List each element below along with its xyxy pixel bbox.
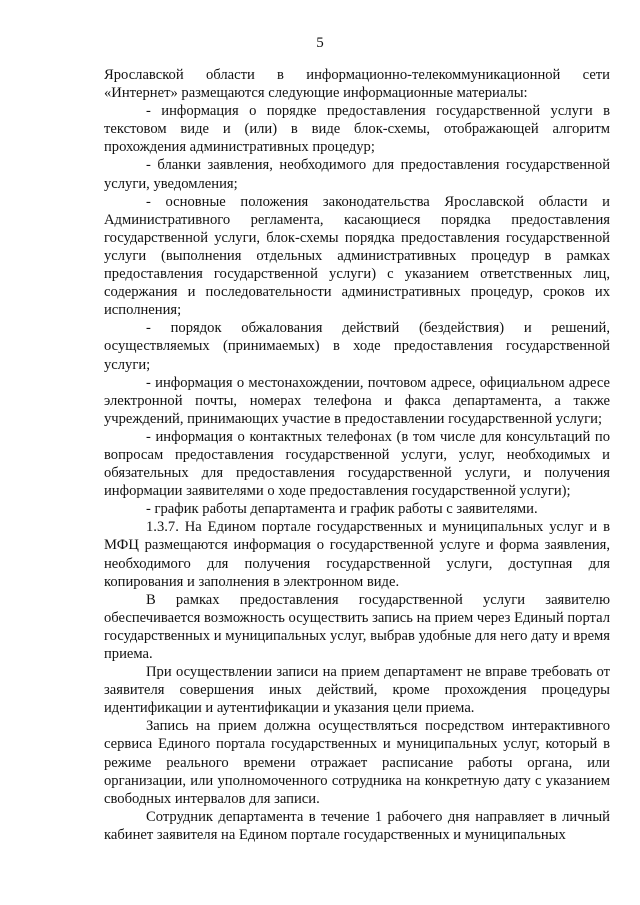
- paragraph: В рамках предоставления государственной услуги заявителю обеспечивается возможность осуществить запись на прием через Единый портал государственных и муниципальных услуг, выбрав удобные для него дату и время приема.: [104, 591, 610, 662]
- list-item-paragraph: - информация о местонахождении, почтовом адресе, официальном адресе электронной почты, номерах телефона и факса департамента, а также учреждений, принимающих участие в предоставлении государственной услуги;: [104, 374, 610, 427]
- paragraph: Сотрудник департамента в течение 1 рабочего дня направляет в личный кабинет заявителя на Едином портале государственных и муниципальных: [104, 808, 610, 843]
- page-number: 5: [316, 35, 324, 51]
- body-text: [104, 66, 610, 844]
- list-item-paragraph: - порядок обжалования действий (бездействия) и решений, осуществляемых (принимаемых) в ходе предоставления государственной услуги;: [104, 320, 610, 373]
- list-item-paragraph: - информация о контактных телефонах (в том числе для консультаций по вопросам предоставления государственной услуги, услуг, необходимых и обязательных для предоставления государственной услуги, и получения информации заявителями о ходе предоставления государственной услуги);: [104, 428, 610, 500]
- list-item-paragraph: - график работы департамента и график работы с заявителями.: [146, 501, 538, 518]
- list-item-paragraph: - основные положения законодательства Ярославской области и Административного регламента, касающиеся порядка предоставления государственной услуги, блок-схемы порядка предоставления государственной услуги (выполнения отдельных административных процедур в рамках предоставления государственной услуги) с указанием ответственных лиц, содержания и последовательности административных процедур, сроков их исполнения;: [104, 193, 610, 319]
- list-item-paragraph: - бланки заявления, необходимого для предоставления государственной услуги, уведомления;: [104, 157, 610, 192]
- paragraph: Ярославской области в информационно-телекоммуникационной сети «Интернет» размещаются следующие информационные материалы:: [104, 67, 610, 102]
- paragraph: Запись на прием должна осуществляться посредством интерактивного сервиса Единого портала государственных и муниципальных услуг, который в режиме реального времени отражает расписание работы органа, или организации, или уполномоченного сотрудника на конкретную дату с указанием свободных интервалов для записи.: [104, 718, 610, 807]
- list-item-paragraph: - информация о порядке предоставления государственной услуги в текстовом виде и (или) в виде блок-схемы, отображающей алгоритм прохождения административных процедур;: [104, 103, 610, 156]
- paragraph: При осуществлении записи на прием департамент не вправе требовать от заявителя совершения иных действий, кроме прохождения процедуры идентификации и аутентификации и указания цели приема.: [104, 664, 610, 717]
- paragraph: 1.3.7. На Едином портале государственных и муниципальных услуг и в МФЦ размещаются информация о государственной услуге и форма заявления, необходимого для получения государственной услуги, доступная для копирования и заполнения в электронном виде.: [104, 519, 610, 590]
